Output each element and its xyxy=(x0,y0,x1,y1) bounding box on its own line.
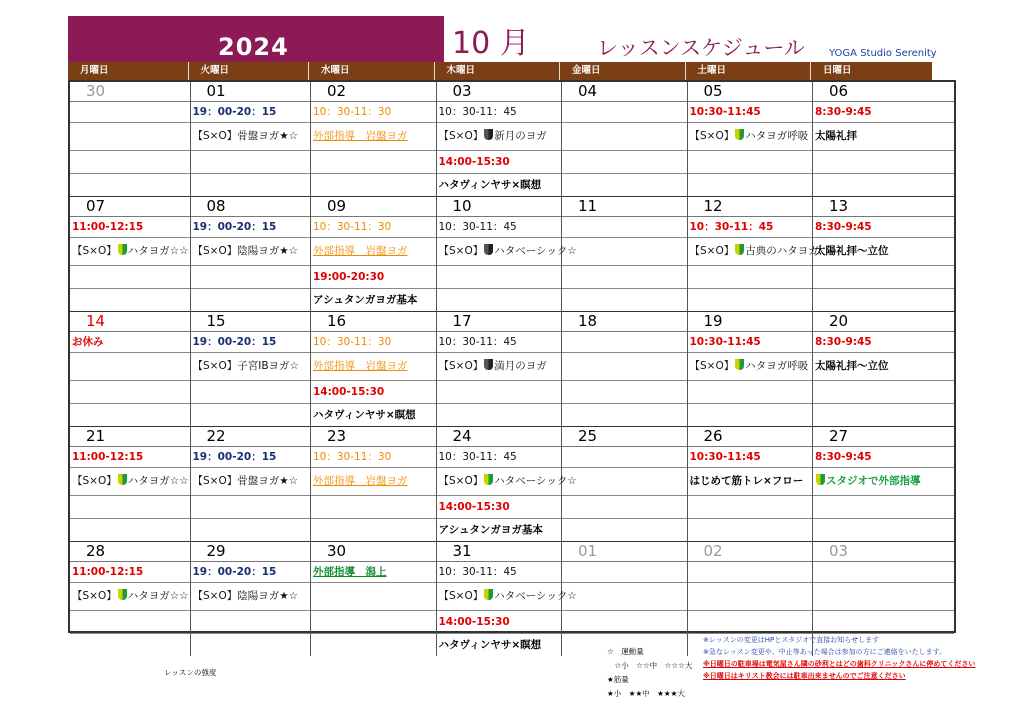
day-number: 21 xyxy=(70,427,190,447)
lesson-name: 外部指導 岩盤ヨガ xyxy=(311,123,436,151)
weekday-3: 木曜日 xyxy=(435,62,561,80)
lesson-name-2: ハタヴィンヤサ×瞑想 xyxy=(313,409,416,421)
day-cell xyxy=(191,427,312,542)
day-cell xyxy=(311,197,437,312)
lesson-time-2: 14:00-15:30 xyxy=(437,611,562,634)
notes xyxy=(703,634,975,682)
empty-slot xyxy=(191,611,311,634)
day-cell xyxy=(688,427,814,542)
empty-slot xyxy=(70,266,190,289)
lesson-title: 古典のハタヨガ xyxy=(745,245,819,257)
empty-slot xyxy=(562,583,687,611)
empty-slot xyxy=(191,289,311,311)
empty-slot xyxy=(688,381,813,404)
lesson-name: 太陽礼拝～立位 xyxy=(813,353,954,381)
empty-slot xyxy=(311,496,436,519)
lesson-name xyxy=(70,468,190,496)
empty-slot xyxy=(562,123,687,151)
lesson-prefix: 【S×O】 xyxy=(438,245,484,257)
lesson-name xyxy=(688,123,813,151)
lesson-time: 10：30-11：45 xyxy=(437,332,562,353)
day-cell xyxy=(562,82,688,197)
day-cell xyxy=(688,197,819,312)
day-cell xyxy=(437,312,563,427)
lesson-title: ハタヨガ呼吸 xyxy=(745,130,809,142)
day-cell xyxy=(70,197,191,312)
schedule-title: レッスンスケジュール xyxy=(597,36,805,60)
lesson-name: 太陽礼拝～立位 xyxy=(813,238,954,266)
beginner-leaf-icon xyxy=(484,129,493,140)
beginner-leaf-icon xyxy=(484,244,493,255)
lesson-name xyxy=(437,123,562,151)
lesson-title: 満月のヨガ xyxy=(494,360,547,372)
lesson-prefix: 【S×O】 xyxy=(689,130,735,142)
empty-slot xyxy=(562,266,687,289)
day-cell xyxy=(70,427,191,542)
lesson-title: ハタヨガ☆☆ xyxy=(127,475,189,487)
empty-slot xyxy=(813,289,954,311)
day-number: 04 xyxy=(562,82,687,102)
lesson-prefix: 【S×O】 xyxy=(689,245,735,257)
lesson-name: 太陽礼拝 xyxy=(813,123,954,151)
empty-slot xyxy=(813,562,954,583)
lesson-time: 19：00-20：15 xyxy=(191,217,311,238)
day-number: 15 xyxy=(191,312,311,332)
day-number: 16 xyxy=(311,312,436,332)
empty-slot xyxy=(688,583,813,611)
empty-slot xyxy=(437,266,562,289)
lesson-time: 8:30-9:45 xyxy=(813,447,954,468)
empty-slot xyxy=(688,562,813,583)
lesson-name: 外部指導 岩盤ヨガ xyxy=(311,468,436,496)
lesson-prefix: 【S×O】 xyxy=(72,590,117,602)
lesson-time: 10：30-11：45 xyxy=(437,102,562,123)
empty-slot xyxy=(311,151,436,174)
lesson-name: はじめて筋トレ×フロー xyxy=(688,468,813,496)
beginner-leaf-icon xyxy=(118,474,127,485)
day-number: 26 xyxy=(688,427,813,447)
day-cell xyxy=(70,82,191,197)
empty-slot xyxy=(70,634,190,656)
empty-slot xyxy=(688,289,813,311)
day-number: 10 xyxy=(437,197,562,217)
empty-slot xyxy=(688,151,813,174)
empty-slot xyxy=(191,496,311,519)
lesson-time: 19：00-20：15 xyxy=(191,332,311,353)
lesson-time-2: 14:00-15:30 xyxy=(437,496,562,519)
day-number: 03 xyxy=(813,542,954,562)
day-number: 17 xyxy=(437,312,562,332)
lesson-name xyxy=(437,583,577,611)
legend-line: ☆小 ☆☆中 ☆☆☆大 xyxy=(607,661,693,670)
empty-slot xyxy=(437,404,562,426)
beginner-leaf-icon xyxy=(735,359,744,370)
lesson-title: ハタヨガ☆☆ xyxy=(127,245,189,257)
lesson-name-2: アシュタンガヨガ基本 xyxy=(313,294,418,306)
beginner-leaf-icon xyxy=(816,474,825,485)
day-number: 12 xyxy=(688,197,813,217)
empty-slot xyxy=(562,151,687,174)
lesson-time: 10：30-11：45 xyxy=(437,217,562,238)
day-number: 18 xyxy=(562,312,687,332)
lesson-time: 10：30-11：45 xyxy=(688,217,813,238)
day-number: 08 xyxy=(191,197,311,217)
lesson-time: 10：30-11：45 xyxy=(437,447,562,468)
lesson-prefix: 【S×O】 xyxy=(689,360,735,372)
empty-slot xyxy=(191,266,311,289)
empty-slot xyxy=(562,562,687,583)
day-number: 22 xyxy=(191,427,311,447)
lesson-name: 外部指導 岩盤ヨガ xyxy=(311,238,436,266)
lesson-time-2: 19:00-20:30 xyxy=(311,266,436,289)
empty-slot xyxy=(311,519,436,541)
lesson-time-2: 14:00-15:30 xyxy=(437,151,562,174)
empty-slot xyxy=(813,583,954,611)
lesson-time: 8:30-9:45 xyxy=(813,332,954,353)
empty-slot xyxy=(813,151,954,174)
empty-slot xyxy=(562,611,687,634)
lesson-title: ハタベーシック☆ xyxy=(494,590,577,602)
day-number: 23 xyxy=(311,427,436,447)
lesson-time: お休み xyxy=(70,332,190,353)
lesson-time: 10：30-11：30 xyxy=(311,102,436,123)
legend-line: ☆ 運動量 xyxy=(607,647,644,656)
lesson-time: 19：00-20：15 xyxy=(191,447,311,468)
weekday-6: 日曜日 xyxy=(811,62,932,80)
weekday-5: 土曜日 xyxy=(686,62,812,80)
day-number: 02 xyxy=(688,542,813,562)
beginner-leaf-icon xyxy=(735,244,744,255)
lesson-title: 新月のヨガ xyxy=(494,130,547,142)
lesson-title: ハタヨガ呼吸 xyxy=(745,360,809,372)
day-cell xyxy=(562,197,688,312)
empty-slot xyxy=(813,381,954,404)
beginner-leaf-icon xyxy=(484,474,493,485)
lesson-time: 19：00-20：15 xyxy=(191,102,311,123)
year-label: 2024 xyxy=(218,33,289,61)
day-number: 05 xyxy=(688,82,813,102)
lesson-time: 10：30-11：45 xyxy=(437,562,562,583)
empty-slot xyxy=(437,289,562,311)
lesson-prefix: 【S×O】 xyxy=(438,475,484,487)
empty-slot xyxy=(562,404,687,426)
note-line: ※急なレッスン変更や、中止等あった場合は参加の方にご連絡をいたします。 xyxy=(703,648,947,656)
lesson-name: 【S×O】子宮IBヨガ☆ xyxy=(191,353,311,381)
lesson-name: 外部指導 岩盤ヨガ xyxy=(311,353,436,381)
note-line: ※日曜日はキリスト教会には駐車出来ませんのでご注意ください xyxy=(703,672,906,680)
lesson-time: 10：30-11：30 xyxy=(311,447,436,468)
empty-slot xyxy=(562,381,687,404)
day-cell xyxy=(813,197,954,312)
intensity-label: レッスンの強度 xyxy=(164,668,217,677)
lesson-time: 8:30-9:45 xyxy=(813,102,954,123)
day-cell xyxy=(311,542,437,656)
day-number: 27 xyxy=(813,427,954,447)
lesson-name xyxy=(437,238,577,266)
day-cell xyxy=(191,197,312,312)
empty-slot xyxy=(437,381,562,404)
lesson-prefix: 【S×O】 xyxy=(438,360,484,372)
studio-name: YOGA Studio Serenity xyxy=(829,48,937,59)
day-cell xyxy=(70,312,191,427)
empty-slot xyxy=(70,519,190,541)
beginner-leaf-icon xyxy=(484,589,493,600)
empty-slot xyxy=(813,404,954,426)
day-cell xyxy=(562,312,688,427)
empty-slot xyxy=(70,123,190,151)
empty-slot xyxy=(688,611,813,634)
note-line: ※日曜日の駐車場は電気屋さん隣の砂利とはどの歯科クリニックさんに停めてください xyxy=(703,660,976,668)
day-number: 09 xyxy=(311,197,436,217)
empty-slot xyxy=(191,404,311,426)
day-number: 07 xyxy=(70,197,190,217)
lesson-time: 10:30-11:45 xyxy=(688,332,813,353)
day-number: 20 xyxy=(813,312,954,332)
day-cell xyxy=(813,427,954,542)
lesson-time: 11:00-12:15 xyxy=(70,447,190,468)
lesson-prefix: 【S×O】 xyxy=(438,130,484,142)
empty-slot xyxy=(813,266,954,289)
day-cell xyxy=(813,82,954,197)
beginner-leaf-icon xyxy=(118,244,127,255)
empty-slot xyxy=(562,217,687,238)
lesson-name: 【S×O】陰陽ヨガ★☆ xyxy=(191,238,311,266)
empty-slot xyxy=(70,102,190,123)
lesson-name-2: ハタヴィンヤサ×瞑想 xyxy=(438,179,542,191)
day-cell xyxy=(311,427,437,542)
lesson-time: 10：30-11：30 xyxy=(311,217,436,238)
weekday-2: 水曜日 xyxy=(309,62,435,80)
empty-slot xyxy=(813,519,954,541)
lesson-time: 11:00-12:15 xyxy=(70,217,190,238)
empty-slot xyxy=(191,174,311,196)
empty-slot xyxy=(70,404,190,426)
note-line: ※レッスンの変更はHPとスタジオで直接お知らせします xyxy=(703,636,880,644)
lesson-time: 外部指導 潟上 xyxy=(311,562,436,583)
lesson-name xyxy=(70,583,190,611)
empty-slot xyxy=(70,353,190,381)
day-cell xyxy=(437,82,563,197)
beginner-leaf-icon xyxy=(118,589,127,600)
day-cell xyxy=(191,82,312,197)
day-cell xyxy=(688,82,814,197)
empty-slot xyxy=(191,381,311,404)
lesson-time: 10:30-11:45 xyxy=(688,447,813,468)
empty-slot xyxy=(688,404,813,426)
empty-slot xyxy=(70,174,190,196)
day-number: 03 xyxy=(437,82,562,102)
empty-slot xyxy=(562,496,687,519)
empty-slot xyxy=(191,151,311,174)
empty-slot xyxy=(70,289,190,311)
lesson-title: ハタベーシック☆ xyxy=(494,475,577,487)
day-number: 30 xyxy=(311,542,436,562)
empty-slot xyxy=(562,174,687,196)
empty-slot xyxy=(562,353,687,381)
empty-slot xyxy=(813,496,954,519)
weekday-1: 火曜日 xyxy=(189,62,310,80)
weekday-4: 金曜日 xyxy=(560,62,686,80)
lesson-time-2: 14:00-15:30 xyxy=(311,381,436,404)
weekday-0: 月曜日 xyxy=(68,62,189,80)
lesson-time: 11:00-12:15 xyxy=(70,562,190,583)
day-cell xyxy=(437,427,577,542)
empty-slot xyxy=(562,519,687,541)
day-number: 01 xyxy=(562,542,687,562)
day-number: 11 xyxy=(562,197,687,217)
intensity-legend xyxy=(607,645,692,701)
day-number: 28 xyxy=(70,542,190,562)
day-number: 25 xyxy=(562,427,687,447)
empty-slot xyxy=(813,174,954,196)
lesson-name-2: アシュタンガヨガ基本 xyxy=(438,524,543,536)
lesson-title: ハタベーシック☆ xyxy=(494,245,577,257)
day-cell xyxy=(562,542,688,656)
lesson-name: 【S×O】骨盤ヨガ★☆ xyxy=(191,123,311,151)
day-cell xyxy=(191,312,312,427)
empty-slot xyxy=(70,496,190,519)
lesson-name xyxy=(437,468,577,496)
weekday-header xyxy=(68,62,956,80)
day-cell xyxy=(70,542,191,656)
lesson-name xyxy=(70,238,190,266)
lesson-name xyxy=(813,468,954,496)
empty-slot xyxy=(191,519,311,541)
empty-slot xyxy=(311,634,436,656)
day-cell xyxy=(311,312,437,427)
day-number: 31 xyxy=(437,542,562,562)
empty-slot xyxy=(311,583,436,611)
lesson-prefix: 【S×O】 xyxy=(72,475,117,487)
day-cell xyxy=(311,82,437,197)
lesson-title: ハタヨガ☆☆ xyxy=(127,590,189,602)
lesson-name xyxy=(688,353,813,381)
empty-slot xyxy=(562,289,687,311)
lesson-time: 19：00-20：15 xyxy=(191,562,311,583)
day-number: 24 xyxy=(437,427,562,447)
day-number: 02 xyxy=(311,82,436,102)
beginner-leaf-icon xyxy=(484,359,493,370)
day-number: 06 xyxy=(813,82,954,102)
empty-slot xyxy=(562,447,687,468)
empty-slot xyxy=(688,266,813,289)
beginner-leaf-icon xyxy=(735,129,744,140)
day-cell xyxy=(562,427,688,542)
empty-slot xyxy=(688,496,813,519)
empty-slot xyxy=(311,174,436,196)
empty-slot xyxy=(70,381,190,404)
lesson-prefix: 【S×O】 xyxy=(438,590,484,602)
empty-slot xyxy=(311,611,436,634)
empty-slot xyxy=(70,611,190,634)
lesson-name: 【S×O】陰陽ヨガ★☆ xyxy=(191,583,311,611)
lesson-name: 【S×O】骨盤ヨガ★☆ xyxy=(191,468,311,496)
day-cell xyxy=(813,312,954,427)
empty-slot xyxy=(562,102,687,123)
empty-slot xyxy=(562,332,687,353)
lesson-time: 10:30-11:45 xyxy=(688,102,813,123)
day-cell xyxy=(437,542,577,656)
empty-slot xyxy=(688,174,813,196)
lesson-name xyxy=(688,238,819,266)
day-cell xyxy=(688,312,814,427)
empty-slot xyxy=(813,611,954,634)
day-number: 30 xyxy=(70,82,190,102)
empty-slot xyxy=(562,468,687,496)
month-label: 10 月 xyxy=(452,26,530,61)
lesson-name-2: ハタヴィンヤサ×瞑想 xyxy=(438,639,542,651)
lesson-title: スタジオで外部指導 xyxy=(826,475,921,487)
legend-line: ★筋量 xyxy=(607,675,629,684)
day-cell xyxy=(191,542,312,656)
day-number: 13 xyxy=(813,197,954,217)
legend-line: ★小 ★★中 ★★★大 xyxy=(607,689,685,698)
empty-slot xyxy=(191,634,311,656)
lesson-time: 8:30-9:45 xyxy=(813,217,954,238)
empty-slot xyxy=(688,519,813,541)
empty-slot xyxy=(562,238,687,266)
lesson-time: 10：30-11：30 xyxy=(311,332,436,353)
day-cell xyxy=(437,197,577,312)
empty-slot xyxy=(70,151,190,174)
day-number: 29 xyxy=(191,542,311,562)
day-number: 01 xyxy=(191,82,311,102)
lesson-name xyxy=(437,353,562,381)
day-number: 19 xyxy=(688,312,813,332)
day-number: 14 xyxy=(70,312,190,332)
lesson-prefix: 【S×O】 xyxy=(72,245,117,257)
